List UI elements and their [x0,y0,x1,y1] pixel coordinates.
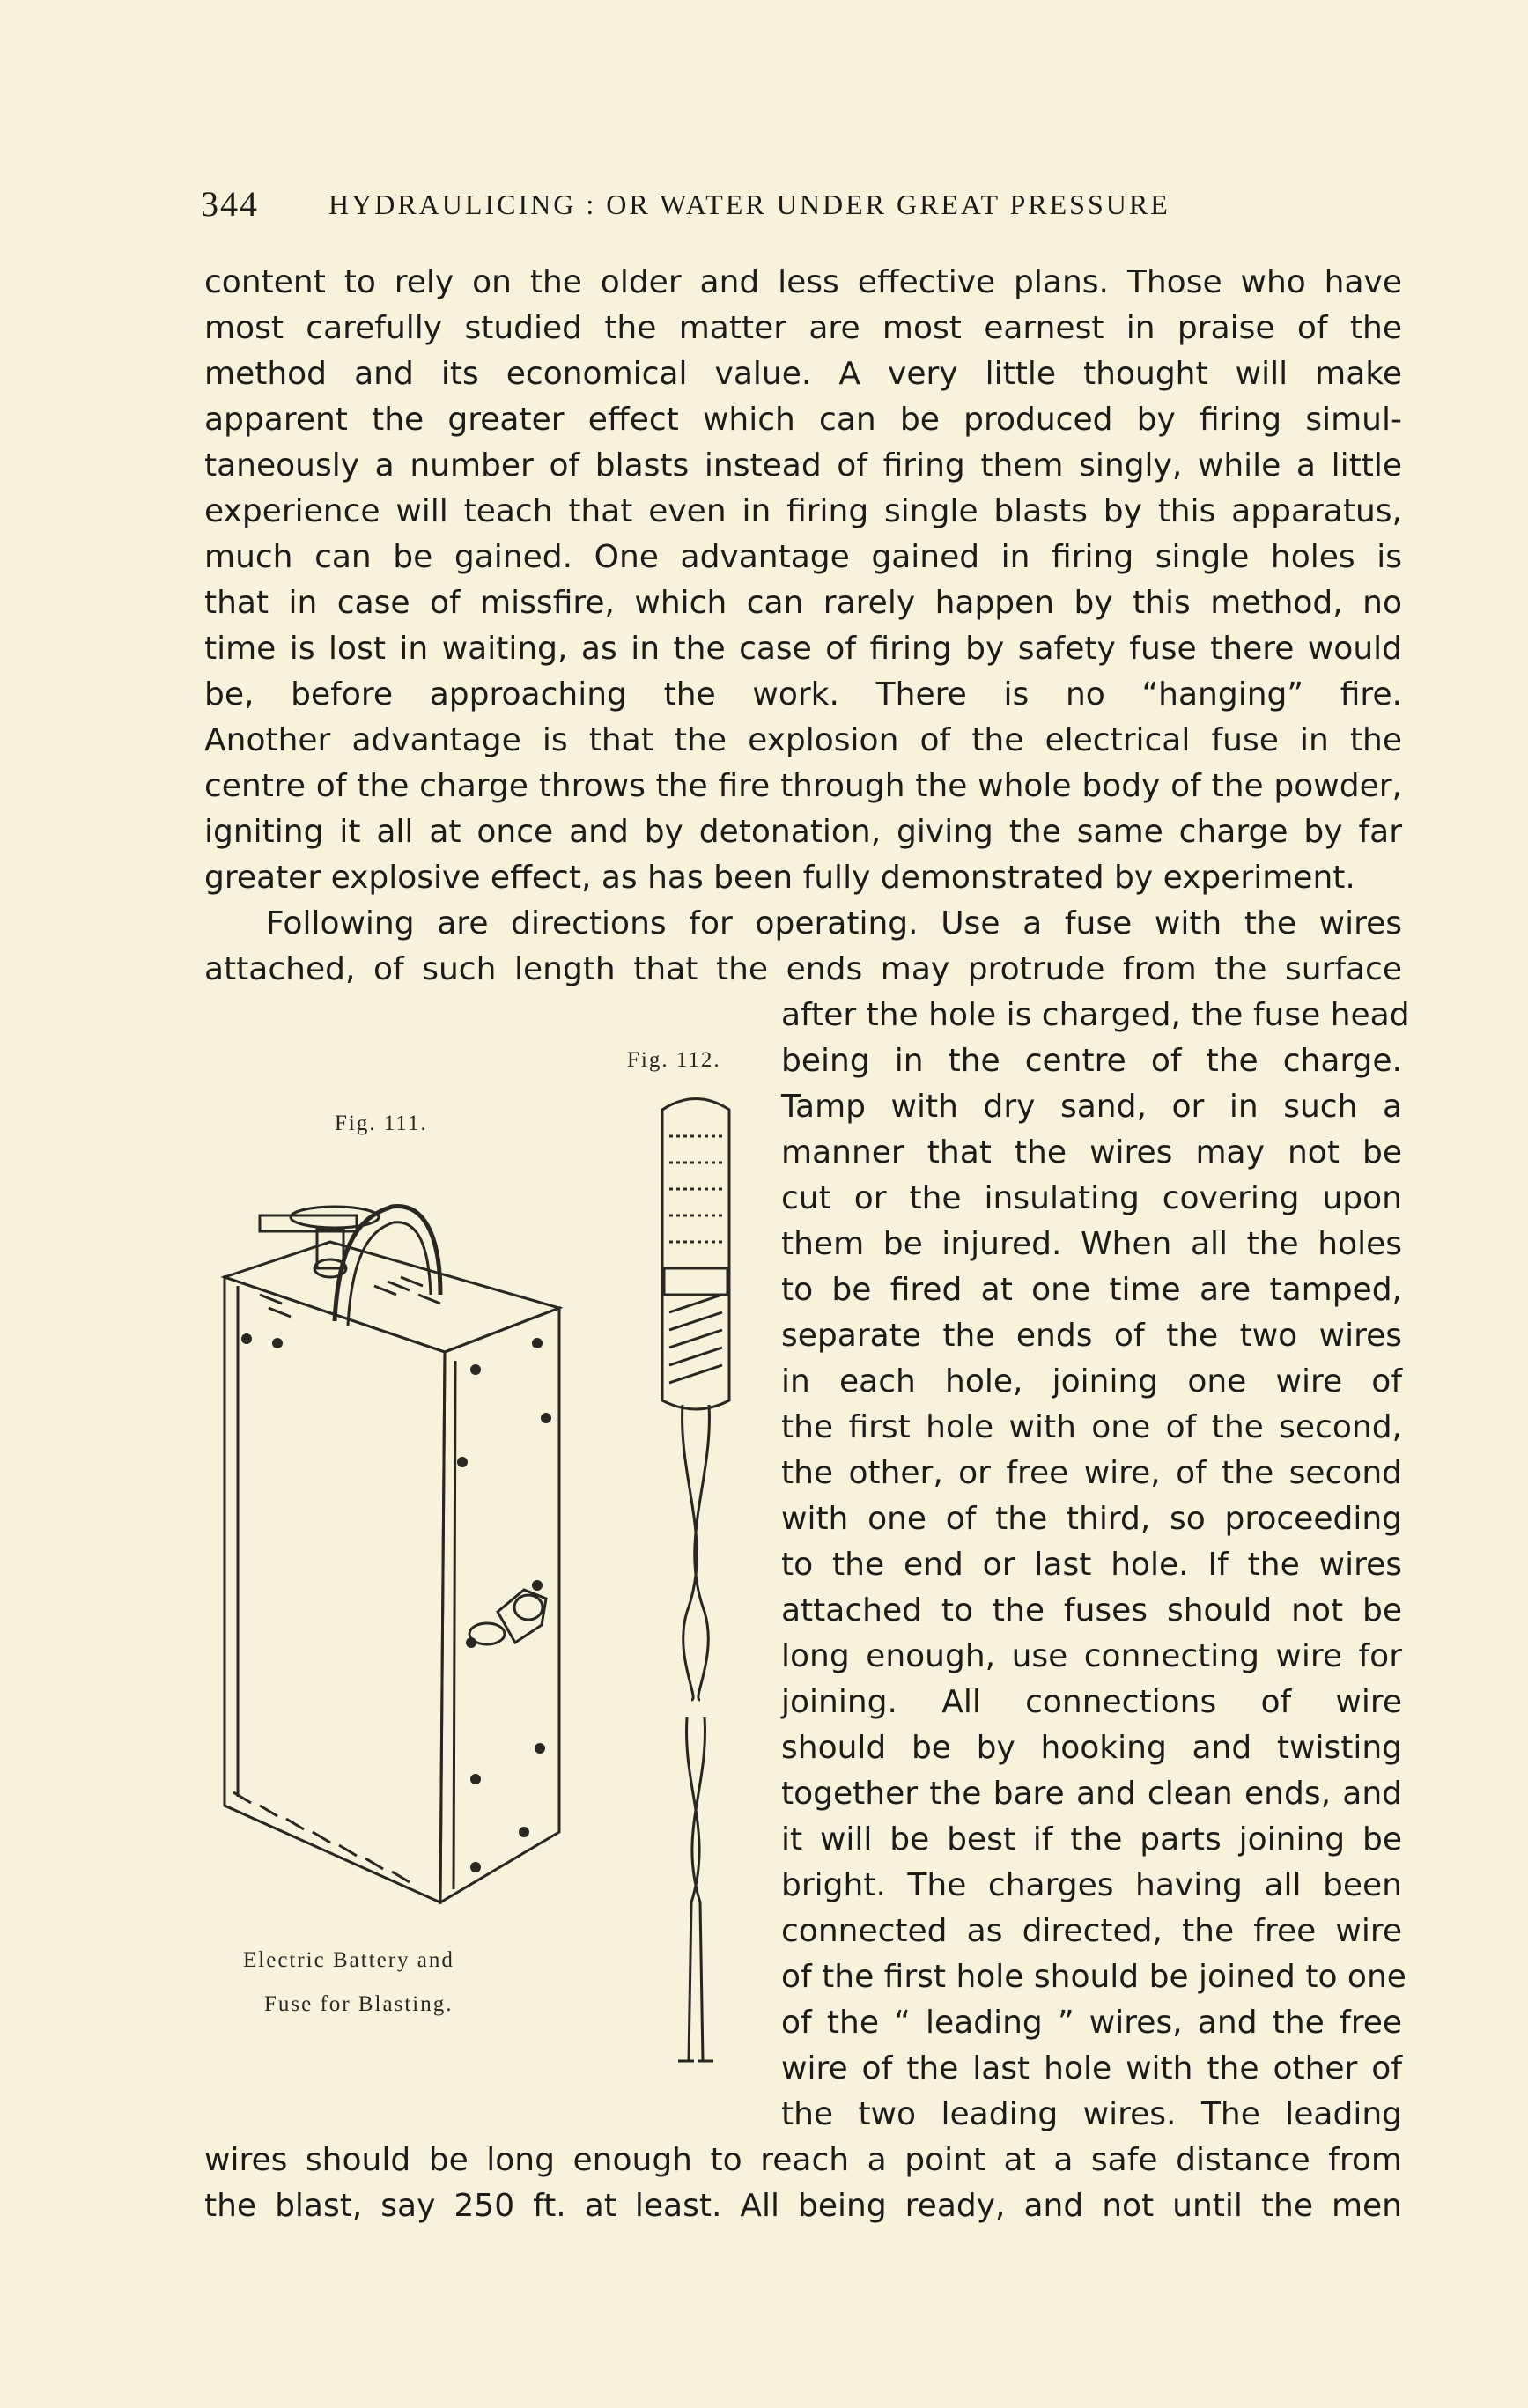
text-line: much can be gained. One advantage gained in firing single holes is [204,539,1402,575]
fuse-illustration [652,1083,740,2070]
figure-caption-line: Fuse for Blasting. [264,1992,454,2016]
page-number: 344 [201,184,259,224]
text-line: together the bare and clean ends, and [781,1776,1402,1812]
text-line: connected as directed, the free wire [781,1913,1402,1949]
text-line: time is lost in waiting, as in the case of firing by safety fuse there would [204,631,1402,667]
text-line: greater explosive effect, as has been fully demonstrated by experiment. [204,860,1355,896]
text-line: experience will teach that even in firing single blasts by this apparatus, [204,493,1402,529]
text-line: that in case of missfire, which can rarely happen by this method, no [204,585,1402,621]
text-line: most carefully studied the matter are most earnest in praise of the [204,310,1402,346]
text-line: Another advantage is that the explosion of the electrical fuse in the [204,722,1402,758]
text-line: method and its economical value. A very little thought will make [204,356,1402,392]
text-line: the two leading wires. The leading [781,2096,1402,2132]
page-header [201,183,1284,225]
text-line: manner that the wires may not be [781,1134,1402,1171]
text-line: being in the centre of the charge. [781,1043,1402,1079]
text-line: Following are directions for operating. Use a fuse with the wires [266,905,1402,942]
text-line: attached, of such length that the ends may protrude from the surface [204,951,1402,987]
text-line: centre of the charge throws the fire through the whole body of the powder, [204,768,1402,804]
text-line: taneously a number of blasts instead of firing them singly, while a little [204,447,1402,484]
text-line: joining. All connections of wire [781,1684,1402,1720]
text-line: to be fired at one time are tamped, [781,1272,1402,1308]
text-line: content to rely on the older and less effective plans. Those who have [204,264,1402,300]
text-line: in each hole, joining one wire of [781,1363,1402,1400]
battery-illustration [207,1163,586,1920]
text-line: Tamp with dry sand, or in such a [781,1089,1402,1125]
fig-112-label: Fig. 112. [627,1048,721,1072]
fig-111-label: Fig. 111. [335,1112,428,1135]
figure-caption-line: Electric Battery and [243,1948,454,1972]
text-line: the blast, say 250 ft. at least. All being ready, and not until the men [204,2188,1402,2224]
text-line: separate the ends of the two wires [781,1318,1402,1354]
text-line: igniting it all at once and by detonation, giving the same charge by far [204,814,1402,850]
text-line: of the first hole should be joined to one [781,1959,1406,1995]
text-line: them be injured. When all the holes [781,1226,1402,1262]
text-line: it will be best if the parts joining be [781,1821,1402,1858]
text-line: the first hole with one of the second, [781,1409,1402,1445]
text-line: with one of the third, so proceeding [781,1501,1402,1537]
text-line: be, before approaching the work. There is no “hanging” fire. [204,676,1402,713]
text-line: the other, or free wire, of the second [781,1455,1402,1491]
text-line: apparent the greater effect which can be produced by firing simul- [204,402,1402,438]
text-line: of the “ leading ” wires, and the free [781,2005,1402,2041]
text-line: should be by hooking and twisting [781,1730,1402,1766]
text-line: wire of the last hole with the other of [781,2050,1402,2087]
text-line: after the hole is charged, the fuse head [781,997,1410,1033]
running-head: HYDRAULICING : OR WATER UNDER GREAT PRESSURE [328,188,1170,220]
text-line: to the end or last hole. If the wires [781,1547,1402,1583]
text-line: wires should be long enough to reach a point at a safe distance from [204,2142,1402,2178]
text-line: attached to the fuses should not be [781,1592,1402,1629]
text-line: cut or the insulating covering upon [781,1180,1402,1216]
text-line: bright. The charges having all been [781,1867,1402,1903]
text-line: long enough, use connecting wire for [781,1638,1402,1674]
